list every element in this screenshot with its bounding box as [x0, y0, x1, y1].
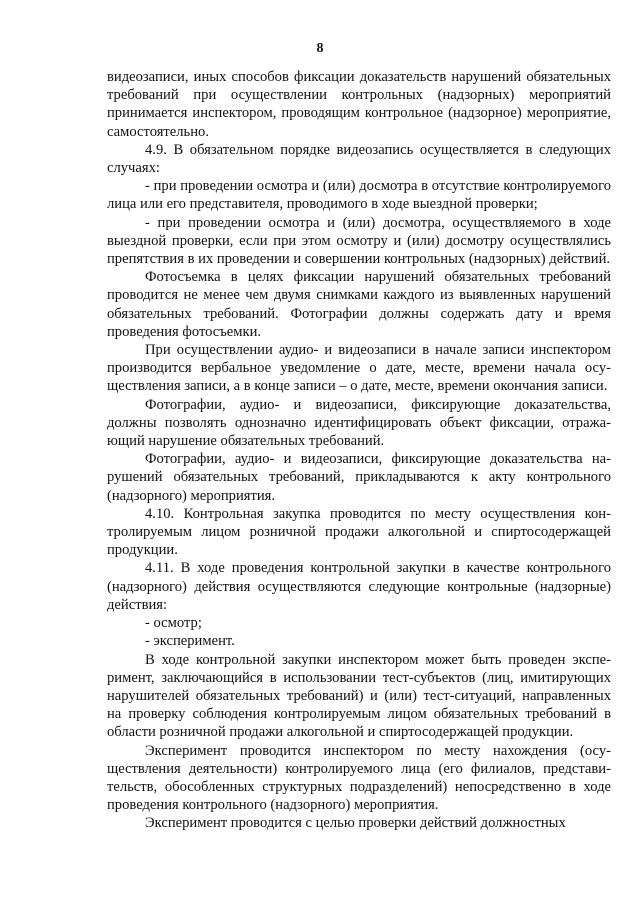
paragraph-recording-notice: При осуществлении аудио- и видеозаписи в начале записи инспектором производится вербальное уведомление о дате, месте, времени начала осуществления записи, а в конце записи – о дате, месте, времени окончания записи.: [107, 342, 611, 395]
list-item-inspection: - осмотр;: [145, 615, 202, 632]
list-item-experiment: - эксперимент.: [145, 633, 235, 650]
paragraph-photography: Фотосъемка в целях фиксации нарушений обязательных требований проводится не менее чем двумя снимками каждого из выявленных нарушений обязательных требований. Фотографии должны содержать дату и время проведения фотосъемки.: [107, 269, 611, 340]
paragraph-evidence-identification: Фотографии, аудио- и видеозаписи, фиксирующие доказательства, должны позволять однозначно идентифицировать объект фиксации, отражающий нарушение обязательных требований.: [107, 396, 611, 450]
paragraph-experiment-description: В ходе контрольной закупки инспектором может быть проведен эксперимент, заключающийся в использовании тест-субъектов (лиц, имитирующих нарушителей обязательных требований) и (или) тест-ситуаций, направленных на проверку соблюдения контролируемым лицом обязательных требований в области розничной продажи алкогольной и спиртосодержащей продукции.: [107, 651, 611, 741]
list-item-inspection-absence: - при проведении осмотра и (или) досмотра в отсутствие контролируемого лица или его представителя, проводимого в ходе выездной проверки;: [107, 178, 611, 213]
paragraph-4-10: 4.10. Контрольная закупка проводится по месту осуществления контролируемым лицом розничной продажи алкогольной и спиртосодержащей продукции.: [107, 505, 611, 559]
paragraph-experiment-purpose: Эксперимент проводится с целью проверки действий должностных: [145, 815, 566, 832]
document-body: [107, 68, 611, 833]
paragraph-continuation: видеозаписи, иных способов фиксации доказательств нарушений обязательных требований при осуществлении контрольных (надзорных) мероприятий принимается инспектором, проводящим контрольное (надзорное) мероприятие, самостоятельно.: [107, 69, 611, 140]
list-item-inspection-obstacles: - при проведении осмотра и (или) досмотра, осуществляемого в ходе выездной проверки, если при этом осмотру и (или) досмотру осуществлялись препятствия в их проведении и совершении контрольных (надзорных) действий.: [107, 214, 611, 268]
paragraph-evidence-attachment: Фотографии, аудио- и видеозаписи, фиксирующие доказательства нарушений обязательных требований, прикладываются к акту контрольного (надзорного) мероприятия.: [107, 451, 611, 504]
paragraph-4-9: 4.9. В обязательном порядке видеозапись осуществляется в следующих случаях:: [107, 141, 611, 177]
paragraph-experiment-location: Эксперимент проводится инспектором по месту нахождения (осуществления деятельности) контролируемого лица (его филиалов, представительств, обособленных структурных подразделений) непосредственно в ходе проведения контрольного (надзорного) мероприятия.: [107, 742, 611, 814]
page-number: 8: [316, 41, 324, 56]
paragraph-4-11: 4.11. В ходе проведения контрольной закупки в качестве контрольного (надзорного) действия осуществляются следующие контрольные (надзорные) действия:: [107, 560, 611, 613]
